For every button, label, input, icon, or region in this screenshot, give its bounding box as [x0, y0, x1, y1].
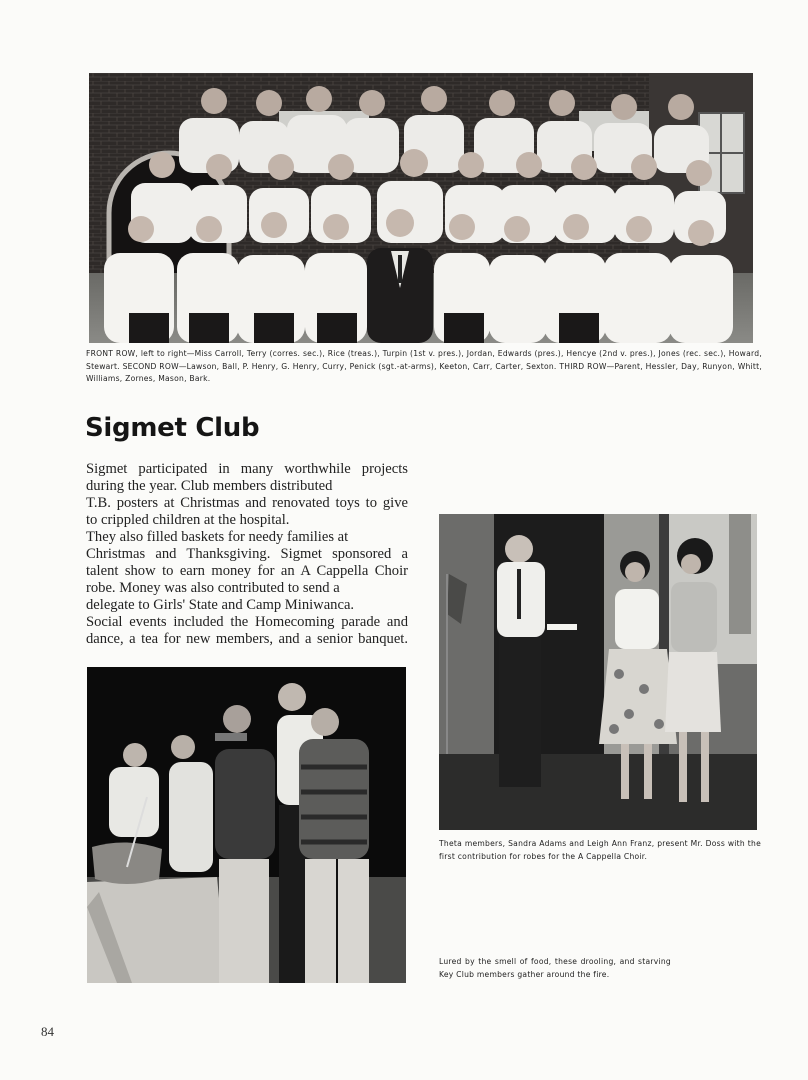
keyclub-photo — [87, 667, 406, 983]
body-line: to crippled children at the hospital. — [86, 512, 290, 528]
page-title: Sigmet Club — [85, 413, 260, 443]
body-line: talent show to earn money for an A Cappella Choir — [86, 563, 408, 579]
article-body — [86, 461, 408, 648]
group-photo-image — [89, 73, 753, 343]
body-line: during the year. Club members distributed — [86, 478, 333, 494]
body-line: Christmas and Thanksgiving. Sigmet sponsored a — [86, 546, 408, 562]
keyclub-photo-caption: Lured by the smell of food, these drooling, and starving Key Club members gather around the fire. — [439, 957, 671, 979]
body-line: delegate to Girls' State and Camp Miniwanca. — [86, 597, 355, 613]
theta-photo-image — [439, 514, 757, 830]
body-line: Sigmet participated in many worthwhile projects — [86, 461, 408, 477]
body-line: They also filled baskets for needy families at — [86, 529, 349, 545]
keyclub-photo-image — [87, 667, 406, 983]
group-photo-caption: FRONT ROW, left to right—Miss Carroll, Terry (corres. sec.), Rice (treas.), Turpin (1st v. pres.), Jordan, Edwards (pres.), Hencye (2nd v. pres.), Jones (rec. sec.), Howard, Stewart. SECOND ROW—Lawson, Ball, P. Henry, G. Henry, Curry, Penick (sgt.-at-arms), Keeton, Carr, Carter, Sexton. THIRD ROW—Parent, Hessler, Day, Runyon, Whitt, Williams, Zornes, Mason, Bark. — [86, 349, 762, 384]
body-line: Social events included the Homecoming parade and — [86, 614, 408, 630]
body-line: T.B. posters at Christmas and renovated toys to give — [86, 495, 408, 511]
body-line: dance, a tea for new members, and a senior banquet. — [86, 631, 408, 647]
body-line: robe. Money was also contributed to send a — [86, 580, 340, 596]
group-photo — [89, 73, 753, 343]
theta-photo — [439, 514, 757, 830]
theta-photo-caption: Theta members, Sandra Adams and Leigh Ann Franz, present Mr. Doss with the first contribution for robes for the A Cappella Choir. — [439, 839, 761, 861]
page-number: 84 — [41, 1024, 54, 1039]
